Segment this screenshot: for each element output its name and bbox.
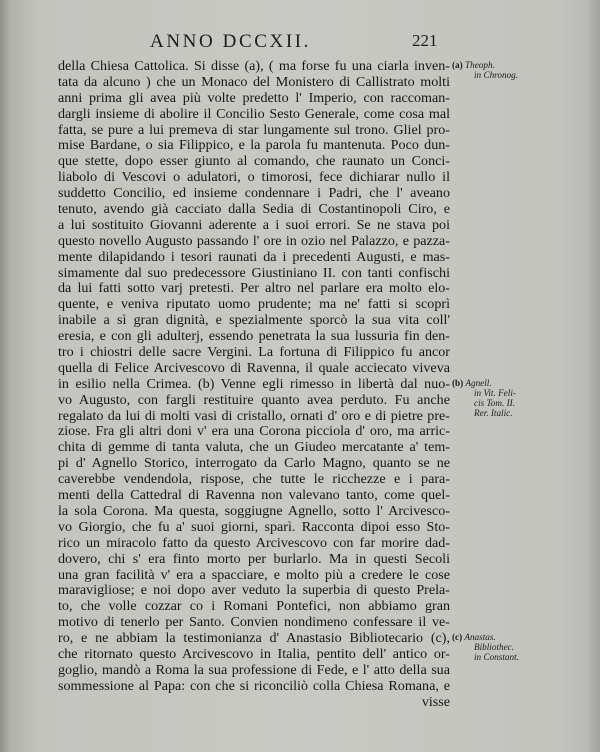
margin-note-a <box>452 60 518 80</box>
text-line: tata da alcuno ) che un Monaco del Monistero di Callistrato molti <box>58 73 450 90</box>
page-edge-shadow <box>586 0 600 752</box>
note-line: Rer. Italic. <box>474 408 513 418</box>
text-line: tenuto, avendo già cacciato dalla Sedia di Costantinopoli Ciro, e <box>58 201 450 218</box>
text-line: tro i chiostri delle sacre Vergini. La fortuna di Filippico fu ancor <box>58 344 450 361</box>
text-line: da lui fatti sotto varj pretesti. Per altro nel parlare era molto elo- <box>58 280 450 297</box>
text-line: ziose. Fra gli altri doni v' era una Corona picciola d' oro, ma arric- <box>58 423 450 440</box>
text-line: quente, e veniva riputato uomo prudente; ma ne' fatti si scoprì <box>58 296 450 313</box>
text-line: sommessione al Papa: con che si riconciliò colla Chiesa Romana, e <box>58 677 450 694</box>
text-line: inabile a sì gran dignità, e spezialmente sporcò la sua vita coll' <box>58 312 450 329</box>
text-line: che ritornato questo Arcivescovo in Italia, pentito dell' antico or- <box>58 645 450 662</box>
note-mark: (c) <box>452 632 463 642</box>
text-line: questo novello Augusto passando l' ore in ozio nel Palazzo, e pazza- <box>58 232 450 249</box>
note-mark: (a) <box>452 60 463 70</box>
text-line: anni prima gli avea più volte predetto l' Imperio, con raccoman- <box>58 89 450 106</box>
text-line: chita di gemme di tanta valuta, che un Giudeo mercatante a' tem- <box>58 439 450 456</box>
catchword: visse <box>421 693 450 710</box>
text-line: suddetto Concilio, ed insieme condennare i Padri, che l' aveano <box>58 185 450 202</box>
text-line: eresia, e con gli adulterj, essendo penetrata la sua lussuria fin den- <box>58 328 450 345</box>
text-line: maravigliose; e noi dopo aver veduto la superbia di questo Prela- <box>58 582 450 599</box>
text-line: vo Augusto, con fargli restituire quanto avea perduto. Fu anche <box>58 391 450 408</box>
margin-note-c <box>452 632 519 662</box>
text-line: la sola Corona. Ma questa, soggiugne Agnello, sotto l' Arcivesco- <box>58 502 450 519</box>
note-line: Bibliothec. <box>474 642 515 652</box>
note-line: Theoph. <box>465 60 495 70</box>
running-title: ANNO DCCXII. <box>150 31 312 52</box>
page-number: 221 <box>412 31 438 50</box>
text-line: motivo di tenerlo per Santo. Convien nondimeno confessare il ve- <box>58 614 450 631</box>
text-line: fatta, se pure a lui premeva di star lungamente sul trono. Gliel pro- <box>58 121 450 138</box>
note-line: Agnell. <box>465 378 492 388</box>
text-line: quella di Felice Arcivescovo di Ravenna, il quale acciecato viveva <box>58 359 450 376</box>
text-line: simamente dal suo predecessore Giustiniano II. con tanti confischi <box>58 264 450 281</box>
text-line: dargli insieme di abolire il Concilio Sesto Generale, come cosa mal <box>58 105 450 122</box>
text-line: rico un miracolo fatto da questo Arcivescovo con far morire dad- <box>58 534 450 551</box>
text-line: in esilio nella Crimea. (b) Venne egli rimesso in libertà dal nuo- <box>58 375 450 392</box>
text-line: liabolo di Vescovi o adulatori, o timorosi, fece dichiarar nullo il <box>58 169 450 186</box>
note-line: cis Tom. II. <box>474 398 516 408</box>
text-line: mente dilapidando i tesori raunati da i precedenti Augusti, e mas- <box>58 248 450 265</box>
text-line: una gran facilità v' era a spacciare, e molto più a credere le cose <box>58 566 450 583</box>
text-line: regalato da lui di molti vasi di cristallo, ornati d' oro e di pietre pre- <box>58 407 450 424</box>
text-line: to, che volle cozzar co i Romani Pontefici, non abbiamo gran <box>58 598 450 615</box>
running-head <box>0 31 600 53</box>
note-mark: (b) <box>452 378 464 388</box>
text-line: pi d' Agnello Storico, interrogato da Carlo Magno, quanto se ne <box>58 455 450 472</box>
text-line: mise Bardane, o sia Filippico, e la parola fu mantenuta. Poco dun- <box>58 137 450 154</box>
text-line: que stette, dopo esser giunto al comando, che raunato un Conci- <box>58 153 450 170</box>
text-line: a lui sostituito Giovanni aderente a i suoi errori. Se ne stava poi <box>58 216 450 233</box>
text-line: menti della Cattedral di Ravenna non valevano tanto, come quel- <box>58 487 450 504</box>
text-line: caverebbe vendendola, rispose, che tutte le ricchezze e i para- <box>58 471 450 488</box>
text-line: vo Giorgio, che fu a' suoi giorni, sparì. Racconta dipoi esso Sto- <box>58 518 450 535</box>
text-line: dovero, chi s' era finto morto per burlarlo. Ma in questi Secoli <box>58 550 450 567</box>
margin-note-b <box>452 378 516 418</box>
note-line: in Chronog. <box>474 70 519 80</box>
body-text <box>58 59 450 711</box>
text-line: della Chiesa Cattolica. Si disse (a), ( ma forse fu una ciarla inven- <box>58 58 450 74</box>
note-line: in Vit. Feli- <box>474 388 516 398</box>
text-line: goglio, mandò a Roma la sua professione di Fede, e l' atto della sua <box>58 661 450 678</box>
note-line: Anastas. <box>464 632 496 642</box>
text-line: ro, e ne abbiam la testimonianza d' Anastasio Bibliotecario (c), <box>58 630 450 647</box>
note-line: in Constant. <box>474 652 519 662</box>
